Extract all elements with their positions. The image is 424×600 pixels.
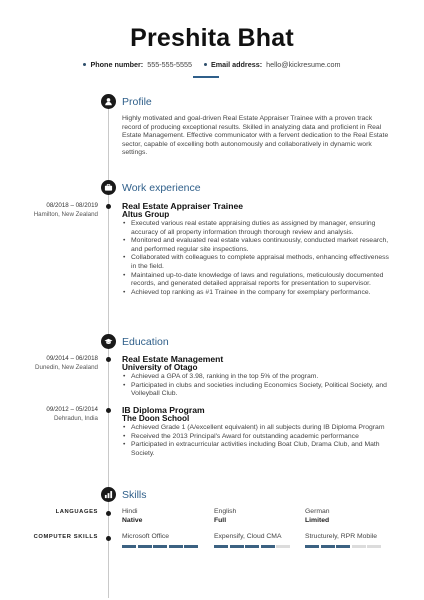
edu-degree: IB Diploma Program xyxy=(122,405,205,415)
list-item: • Received the 2013 Principal's Award for outstanding academic performance xyxy=(122,433,392,442)
job-company: Altus Group xyxy=(122,210,170,219)
list-item: • Participated in clubs and societies including Economics Society, Political Society, and Volleyball Club. xyxy=(122,382,392,399)
edu-dates: 09/2012 – 05/2014 xyxy=(46,406,98,413)
section-title-education: Education xyxy=(122,336,169,348)
list-item: • Achieved top ranking as #1 Trainee in the company for exemplary performance. xyxy=(122,289,392,298)
skills-category-languages: LANGUAGES xyxy=(55,509,98,515)
list-item: • Collaborated with colleagues to complete appraisal methods, enhancing effectiveness in the field. xyxy=(122,254,392,271)
edu-degree: Real Estate Management xyxy=(122,354,224,364)
section-title-profile: Profile xyxy=(122,96,152,108)
edu-location: Dehradun, India xyxy=(53,415,98,422)
job-location: Hamilton, New Zealand xyxy=(33,211,98,218)
graduation-cap-icon xyxy=(101,334,116,349)
edu-dates: 09/2014 – 06/2018 xyxy=(46,355,98,362)
computer-skill-name: Microsoft Office xyxy=(122,533,170,540)
candidate-name: Preshita Bhat xyxy=(130,24,294,52)
skill-level-bar xyxy=(214,545,290,548)
phone-value: 555-555-5555 xyxy=(147,60,192,69)
skill-bar-segment xyxy=(153,545,167,548)
skill-bar-segment xyxy=(138,545,152,548)
bullet-dot xyxy=(204,63,207,66)
list-item: • Executed various real estate appraising duties as assigned by manager, ensuring accuracy of all property information through thorough review and analysis. xyxy=(122,220,392,237)
list-item: • Achieved a GPA of 3.98, ranking in the top 5% of the program. xyxy=(122,373,392,382)
skills-icon xyxy=(101,487,116,502)
edu-school: University of Otago xyxy=(122,363,198,372)
language-level: Native xyxy=(122,517,143,524)
skill-bar-segment xyxy=(245,545,259,548)
job-bullets xyxy=(122,220,392,297)
language-level: Full xyxy=(214,517,227,524)
section-title-work: Work experience xyxy=(122,182,201,194)
briefcase-icon xyxy=(101,180,116,195)
timeline-node xyxy=(106,357,111,362)
skill-level-bar xyxy=(122,545,198,548)
skill-bar-segment xyxy=(214,545,228,548)
job-title: Real Estate Appraiser Trainee xyxy=(122,201,244,211)
skill-bar-segment xyxy=(367,545,381,548)
skills-category-computer: COMPUTER SKILLS xyxy=(33,534,98,540)
skill-bar-segment xyxy=(305,545,319,548)
skill-bar-segment xyxy=(184,545,198,548)
timeline-node xyxy=(106,408,111,413)
job-dates: 08/2018 – 08/2019 xyxy=(46,202,98,209)
bullet-dot xyxy=(83,63,86,66)
skill-level-bar xyxy=(305,545,381,548)
timeline-node xyxy=(106,536,111,541)
edu-bullets xyxy=(122,373,392,399)
list-item: • Achieved Grade 1 (A/excellent equivalent) in all subjects during IB Diploma Program xyxy=(122,424,392,433)
language-level: Limited xyxy=(305,517,330,524)
phone-label: Phone number: xyxy=(90,60,144,69)
computer-skill-name: Structurely, RPR Mobile xyxy=(305,533,378,540)
timeline-node xyxy=(106,511,111,516)
profile-summary: Highly motivated and goal-driven Real Estate Appraiser Trainee with a proven track record of producing exceptional results. Skilled in analyzing data and proficient in Real Estate Management. Effective communicator with a fervent dedication to the Real Estate sector, capable of excelling both autonomously and collaboratively in dynamic work settings. xyxy=(122,115,389,157)
skill-bar-segment xyxy=(169,545,183,548)
timeline-node xyxy=(106,204,111,209)
edu-bullets xyxy=(122,424,392,458)
email-label: Email address: xyxy=(210,60,263,69)
language-name: English xyxy=(214,508,237,515)
skill-bar-segment xyxy=(336,545,350,548)
edu-school: The Doon School xyxy=(122,414,190,423)
header-accent-line xyxy=(193,76,219,78)
list-item: • Maintained up-to-date knowledge of laws and regulations, meticulously documented records, and generated detailed appraisal reports for presentation to supervisor. xyxy=(122,272,392,289)
skill-bar-segment xyxy=(122,545,136,548)
computer-skill-name: Expensify, Cloud CMA xyxy=(214,533,282,540)
skill-bar-segment xyxy=(352,545,366,548)
skill-bar-segment xyxy=(276,545,290,548)
email-value: hello@kickresume.com xyxy=(266,60,341,69)
section-title-skills: Skills xyxy=(122,489,147,501)
contact-line xyxy=(0,60,424,69)
list-item: • Monitored and evaluated real estate values continuously, conducted market research, and performed regular site inspections. xyxy=(122,237,392,254)
language-name: German xyxy=(305,508,330,515)
edu-location: Dunedin, New Zealand xyxy=(35,364,98,371)
user-icon xyxy=(101,94,116,109)
skill-bar-segment xyxy=(321,545,335,548)
list-item: • Participated in extracurricular activities including Boat Club, Drama Club, and Math Society. xyxy=(122,441,392,458)
skill-bar-segment xyxy=(230,545,244,548)
language-name: Hindi xyxy=(122,508,138,515)
skill-bar-segment xyxy=(261,545,275,548)
